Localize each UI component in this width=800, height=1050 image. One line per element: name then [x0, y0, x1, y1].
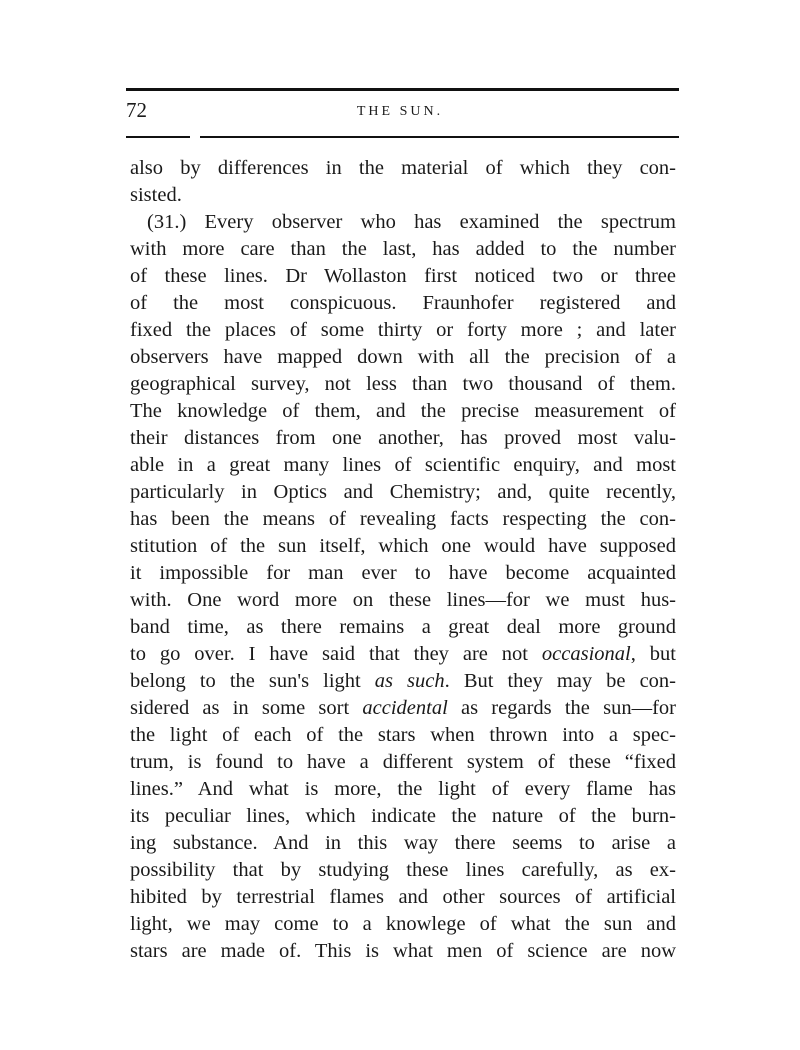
text-line: belong to the sun's light as such. But they may be con- [130, 670, 676, 692]
text-line: of these lines. Dr Wollaston first noticed two or three [130, 265, 676, 287]
header-rule-bottom-right [200, 136, 679, 138]
text-line: possibility that by studying these lines carefully, as ex- [130, 859, 676, 881]
text-line: their distances from one another, has proved most valu- [130, 427, 676, 449]
text-line: fixed the places of some thirty or forty more ; and later [130, 319, 676, 341]
text-line: sidered as in some sort accidental as regards the sun—for [130, 697, 676, 719]
text-line: has been the means of revealing facts respecting the con- [130, 508, 676, 530]
text-line: to go over. I have said that they are not occasional, but [130, 643, 676, 665]
text-line: also by differences in the material of which they con- [130, 157, 676, 179]
running-head: THE SUN. [356, 104, 444, 119]
text-line: trum, is found to have a different system of these “fixed [130, 751, 676, 773]
header-rule-top [126, 88, 679, 91]
text-line: band time, as there remains a great deal more ground [130, 616, 676, 638]
page-number: 72 [126, 98, 147, 122]
text-line: The knowledge of them, and the precise measurement of [130, 400, 676, 422]
text-line: with. One word more on these lines—for we must hus- [130, 589, 676, 611]
text-line: light, we may come to a knowlege of what the sun and [130, 913, 676, 935]
text-line: its peculiar lines, which indicate the nature of the burn- [130, 805, 676, 827]
text-line: lines.” And what is more, the light of every flame has [130, 778, 676, 800]
text-line: particularly in Optics and Chemistry; and, quite recently, [130, 481, 676, 503]
header-rule-bottom-left [126, 136, 190, 138]
text-line: of the most conspicuous. Fraunhofer registered and [130, 292, 676, 314]
text-line: stitution of the sun itself, which one would have supposed [130, 535, 676, 557]
emphasis-text: accidental [362, 697, 448, 719]
text-line: it impossible for man ever to have become acquainted [130, 562, 676, 584]
text-line: able in a great many lines of scientific enquiry, and most [130, 454, 676, 476]
text-line: the light of each of the stars when thrown into a spec- [130, 724, 676, 746]
text-line: ing substance. And in this way there seems to arise a [130, 832, 676, 854]
body-text [130, 155, 676, 965]
paragraph-start-line: (31.) Every observer who has examined the spectrum [147, 211, 676, 233]
text-line: hibited by terrestrial flames and other sources of artificial [130, 886, 676, 908]
text-line: sisted. [130, 184, 182, 206]
text-line: geographical survey, not less than two thousand of them. [130, 373, 676, 395]
text-line: observers have mapped down with all the precision of a [130, 346, 676, 368]
emphasis-text: as such [374, 670, 445, 692]
text-line: with more care than the last, has added to the number [130, 238, 676, 260]
emphasis-text: occasional [541, 643, 631, 665]
text-line: stars are made of. This is what men of science are now [130, 940, 676, 962]
